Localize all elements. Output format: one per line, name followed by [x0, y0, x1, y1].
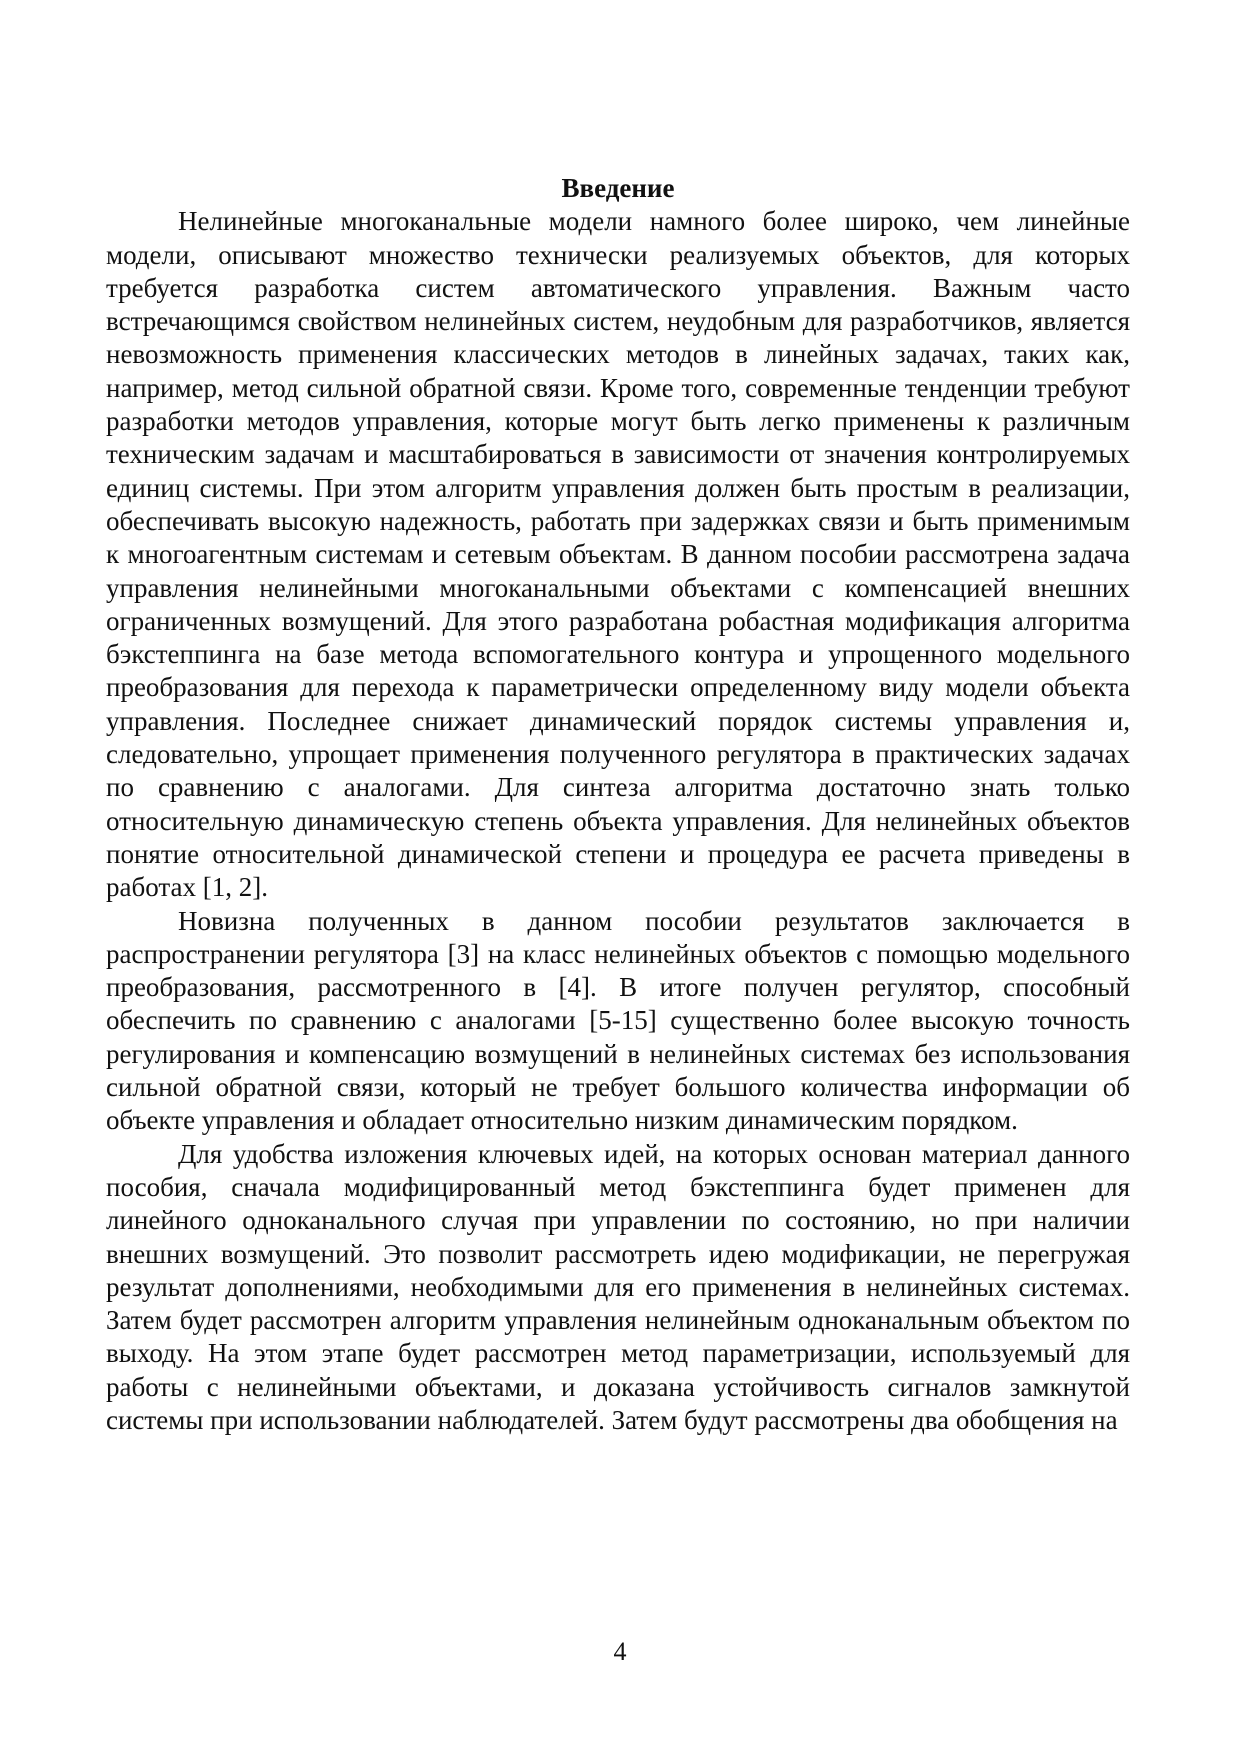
section-title: Введение — [561, 173, 675, 203]
paragraph-3: Для удобства изложения ключевых идей, на которых основан материал данного пособия, сначала модифицированный метод бэкстеппинга будет применен для линейного одноканального случая при управлении по состоянию, но при наличии внешних возмущений. Это позволит рассмотреть идею модификации, не перегружая результат дополнениями, необходимыми для его применения в нелинейных системах. Затем будет рассмотрен алгоритм управления нелинейным одноканальным объектом по выходу. На этом этапе будет рассмотрен метод параметризации, используемый для работы с нелинейными объектами, и доказана устойчивость сигналов замкнутой системы при использовании наблюдателей. Затем будут рассмотрены два обобщения на — [106, 1138, 1130, 1435]
page-number: 4 — [613, 1637, 627, 1666]
paragraph-1: Нелинейные многоканальные модели намного более широко, чем линейные модели, описывают множество технически реализуемых объектов, для которых требуется разработка систем автоматического управления. Важным часто встречающимся свойством нелинейных систем, неудобным для разработчиков, является невозможность применения классических методов в линейных задачах, таких как, например, метод сильной обратной связи. Кроме того, современные тенденции требуют разработки методов управления, которые могут быть легко применены к различным техническим задачам и масштабироваться в зависимости от значения контролируемых единиц системы. При этом алгоритм управления должен быть простым в реализации, обеспечивать высокую надежность, работать при задержках связи и быть применимым к многоагентным системам и сетевым объектам. В данном пособии рассмотрена задача управления нелинейными многоканальными объектами с компенсацией внешних ограниченных возмущений. Для этого разработана робастная модификация алгоритма бэкстеппинга на базе метода вспомогательного контура и упрощенного модельного преобразования для перехода к параметрически определенному виду модели объекта управления. Последнее снижает динамический порядок системы управления и, следовательно, упрощает применения полученного регулятора в практических задачах по сравнению с аналогами. Для синтеза алгоритма достаточно знать только относительную динамическую степень объекта управления. Для нелинейных объектов понятие относительной динамической степени и процедура ее расчета приведены в работах [1, 2]. — [106, 206, 1130, 903]
page-content — [106, 172, 1130, 1437]
paragraph-2: Новизна полученных в данном пособии результатов заключается в распространении регулятора [3] на класс нелинейных объектов с помощью модельного преобразования, рассмотренного в [4]. В итоге получен регулятор, способный обеспечить по сравнению с аналогами [5-15] существенно более высокую точность регулирования и компенсацию возмущений в нелинейных системах без использования сильной обратной связи, который не требует большого количества информации об объекте управления и обладает относительно низким динамическим порядком. — [106, 905, 1130, 1136]
